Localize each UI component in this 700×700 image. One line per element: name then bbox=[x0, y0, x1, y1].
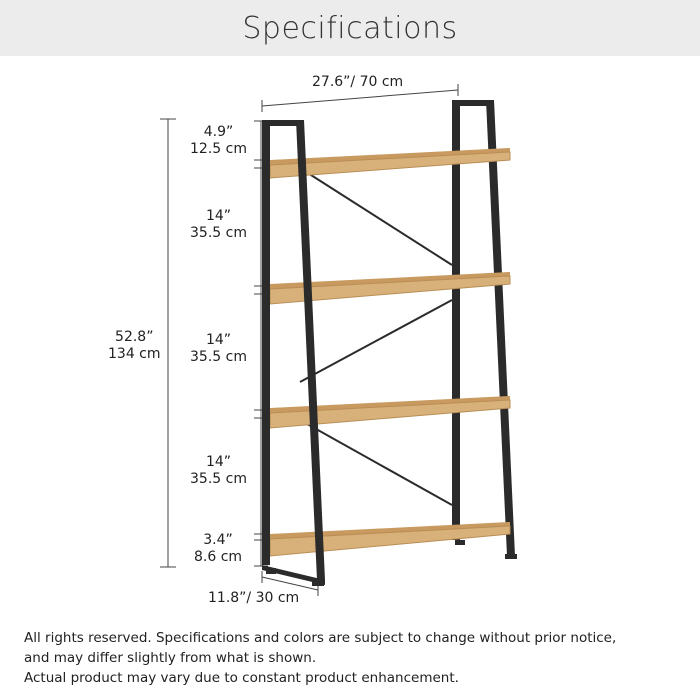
bookshelf-illustration bbox=[0, 56, 700, 616]
top-gap-in: 4.9” bbox=[203, 124, 234, 140]
header-bar bbox=[0, 0, 700, 56]
shelf-gap-1-in: 14” bbox=[205, 208, 232, 224]
depth-label bbox=[208, 590, 299, 607]
product-diagram bbox=[0, 56, 700, 616]
disclaimer-line-2: and may differ slightly from what is shown. bbox=[24, 650, 317, 666]
total-height-cm: 134 cm bbox=[108, 346, 161, 362]
top-gap-cm: 12.5 cm bbox=[190, 141, 247, 157]
disclaimer-line-3: Actual product may vary due to constant product enhancement. bbox=[24, 670, 459, 686]
shelf-gap-1-label bbox=[190, 208, 247, 242]
bottom-gap-in: 3.4” bbox=[203, 532, 233, 548]
depth-text: 11.8”/ 30 cm bbox=[208, 590, 300, 606]
shelf-gap-2-label bbox=[190, 332, 247, 366]
bottom-gap-label bbox=[194, 532, 242, 566]
total-height-label bbox=[108, 329, 161, 363]
disclaimer-line-1: All rights reserved. Specifications and colors are subject to change without prior notice, bbox=[24, 630, 617, 646]
shelf-gap-2-in: 14” bbox=[205, 332, 232, 348]
page-title: Specifications bbox=[242, 10, 458, 46]
bottom-gap-cm: 8.6 cm bbox=[194, 549, 243, 565]
shelf-gap-2-cm: 35.5 cm bbox=[190, 349, 247, 365]
shelf-gap-3-label bbox=[190, 454, 247, 488]
shelf-gap-1-cm: 35.5 cm bbox=[190, 225, 247, 241]
disclaimer bbox=[24, 628, 684, 688]
cross-braces bbox=[300, 168, 452, 505]
top-gap-label bbox=[190, 124, 247, 158]
width-label bbox=[312, 74, 403, 91]
shelf-gap-3-in: 14” bbox=[205, 454, 232, 470]
width-text: 27.6”/ 70 cm bbox=[312, 74, 404, 90]
frame-front bbox=[262, 120, 325, 585]
total-height-in: 52.8” bbox=[115, 329, 154, 345]
shelf-gap-3-cm: 35.5 cm bbox=[190, 471, 247, 487]
frame-back bbox=[452, 100, 515, 556]
